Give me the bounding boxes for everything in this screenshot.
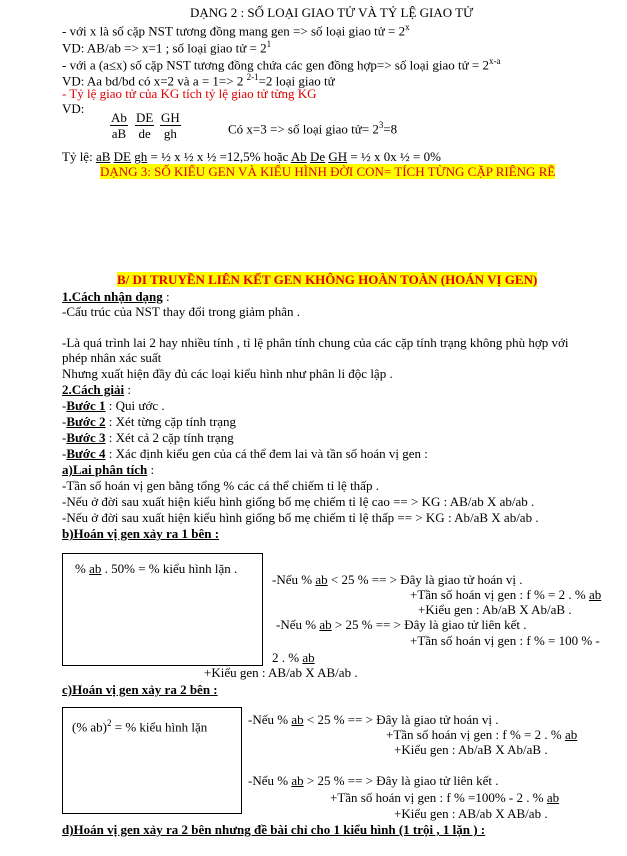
text-line: +Tần số hoán vị gen : f % = 2 . % ab [386, 727, 578, 742]
text-line: 2 . % ab [272, 650, 315, 665]
text-line: -Nếu % ab < 25 % == > Đây là giao tử hoán vị . [272, 572, 523, 587]
text-line: VD: Aa bd/bd có x=2 và a = 1=> 2 $^{2-1}$=2 loại giao tử [62, 72, 335, 89]
text-line: -Là quá trình lai 2 hay nhiều tính , tỉ lệ phân tính chung của các cặp tính trạng không phù hợp với [62, 335, 569, 350]
subheading: 1.Cách nhận dạng : [62, 289, 170, 304]
step-line: -Bước 4 : Xác định kiểu gen của cá thể đem lai và tần số hoán vị gen : [62, 446, 428, 461]
formula-text: % ab . 50% = % kiểu hình lặn . [75, 561, 238, 576]
text-line: +Kiểu gen : Ab/aB X Ab/aB . [418, 602, 572, 617]
text-line: VD: [62, 101, 85, 116]
text-line: - với a (a≤x) số cặp NST tương đồng chứa các gen đồng hợp=> số loại giao tử = $2^{x-a}$ [62, 56, 501, 73]
step-line: -Bước 3 : Xét cả 2 cặp tính trạng [62, 430, 234, 445]
text-line: +Kiểu gen : Ab/aB X Ab/aB . [394, 742, 548, 757]
text-line: -Nếu % ab > 25 % == > Đây là giao tử liên kết . [248, 773, 499, 788]
fraction: $\frac{Ab}{aB}$ [111, 110, 127, 141]
text-line: -Nếu ở đời sau xuất hiện kiểu hình giống bố mẹ chiếm tỉ lệ thấp == > KG : Ab/aB X ab/ab . [62, 510, 539, 525]
section-heading-dang3: DẠNG 3: SỐ KIỂU GEN VÀ KIỂU HÌNH ĐỜI CON= TÍCH TỪNG CẶP RIÊNG RẼ [100, 164, 556, 179]
text-line: VD: AB/ab => x=1 ; số loại giao tử = $2^1$ [62, 39, 272, 56]
fraction: $\frac{GH}{gh}$ [161, 110, 180, 141]
text-line: Nhưng xuất hiện đầy đủ các loại kiểu hình như phân li độc lập . [62, 366, 393, 381]
text-line: +Kiểu gen : AB/ab X AB/ab . [394, 806, 548, 821]
step-line: -Bước 2 : Xét từng cặp tính trạng [62, 414, 237, 429]
step-line: -Bước 1 : Qui ước . [62, 398, 165, 413]
text-line: +Kiểu gen : AB/ab X AB/ab . [204, 665, 358, 680]
page-title: DẠNG 2 : SỐ LOẠI GIAO TỬ VÀ TỶ LỆ GIAO TỬ [190, 5, 474, 20]
text-line: -Tần số hoán vị gen bằng tổng % các cá thể chiếm tỉ lệ thấp . [62, 478, 379, 493]
text-line: +Tần số hoán vị gen : f % =100% - 2 . % ab [330, 790, 560, 805]
text-line: +Tần số hoán vị gen : f % = 100 % - [410, 633, 600, 648]
section-heading-b: B/ DI TRUYỀN LIÊN KẾT GEN KHÔNG HOÀN TOÀN (HOÁN VỊ GEN) [117, 272, 538, 287]
subheading: 2.Cách giải : [62, 382, 131, 397]
text-line: -Nếu % ab < 25 % == > Đây là giao tử hoán vị . [248, 712, 499, 727]
text-line: -Nếu ở đời sau xuất hiện kiểu hình giống bố mẹ chiếm tỉ lệ cao == > KG : AB/ab X ab/ab . [62, 494, 535, 509]
text-line: -Nếu % ab > 25 % == > Đây là giao tử liên kết . [276, 617, 527, 632]
text-line: phép nhân xác suất [62, 350, 162, 365]
subheading: c)Hoán vị gen xảy ra 2 bên : [62, 682, 218, 697]
text-line: -Cấu trúc của NST thay đổi trong giảm phân . [62, 304, 301, 319]
text-line: Có x=3 => số loại giao tử= $2^3=8$ [228, 120, 398, 137]
text-line-highlight: - Tỷ lệ giao tử của KG tích tỷ lệ giao tử từng KG [62, 86, 317, 101]
text-line: Tỷ lệ: aB DE gh = ½ x ½ x ½ =12,5% hoặc Ab De GH = ½ x 0x ½ = 0% [62, 149, 441, 164]
subheading: d)Hoán vị gen xảy ra 2 bên nhưng đề bài chỉ cho 1 kiểu hình (1 trội , 1 lặn ) : [62, 822, 486, 837]
fraction: $\frac{DE}{de}$ [136, 110, 154, 141]
subheading: b)Hoán vị gen xảy ra 1 bên : [62, 526, 220, 541]
subheading: a)Lai phân tích : [62, 462, 155, 477]
formula-text: (% ab)$^2$ = % kiểu hình lặn [72, 718, 208, 735]
text-line: - với x là số cặp NST tương đồng mang gen => số loại giao tử = $2^x$ [62, 22, 410, 39]
text-line: +Tần số hoán vị gen : f % = 2 . % ab [410, 587, 602, 602]
